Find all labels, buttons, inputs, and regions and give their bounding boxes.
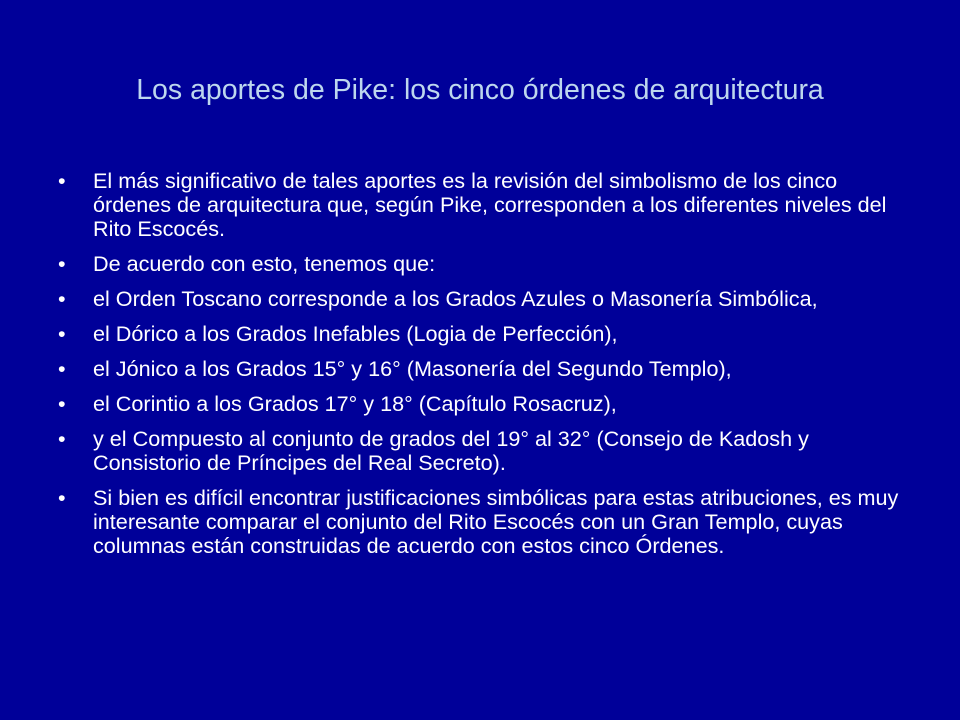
bullet-item: [58, 427, 908, 475]
bullet-text: el Corintio a los Grados 17° y 18° (Capítulo Rosacruz),: [93, 391, 617, 416]
bullet-item: [58, 486, 908, 558]
bullet-text: el Jónico a los Grados 15° y 16° (Masonería del Segundo Templo),: [93, 356, 732, 381]
bullet-marker: •: [58, 426, 66, 451]
bullet-item: [58, 392, 908, 416]
slide-title: Los aportes de Pike: los cinco órdenes de arquitectura: [136, 74, 824, 106]
bullet-list: [58, 169, 908, 569]
bullet-text: De acuerdo con esto, tenemos que:: [93, 251, 436, 276]
bullet-marker: •: [58, 356, 66, 381]
bullet-marker: •: [58, 485, 66, 510]
bullet-marker: •: [58, 321, 66, 346]
bullet-marker: •: [58, 168, 66, 193]
bullet-text: Si bien es difícil encontrar justificaciones simbólicas para estas atribuciones, es muy interesante comparar el conjunto del Rito Escocés con un Gran Templo, cuyas columnas están construidas de acuerdo con estos cinco Órdenes.: [93, 485, 899, 558]
bullet-text: el Orden Toscano corresponde a los Grados Azules o Masonería Simbólica,: [93, 286, 818, 311]
bullet-item: [58, 169, 908, 241]
bullet-marker: •: [58, 391, 66, 416]
bullet-item: [58, 357, 908, 381]
bullet-item: [58, 287, 908, 311]
bullet-text: el Dórico a los Grados Inefables (Logia de Perfección),: [93, 321, 618, 346]
bullet-item: [58, 322, 908, 346]
bullet-text: El más significativo de tales aportes es la revisión del simbolismo de los cinco órdenes de arquitectura que, según Pike, corresponden a los diferentes niveles del Rito Escocés.: [93, 168, 887, 241]
bullet-item: [58, 252, 908, 276]
bullet-marker: •: [58, 286, 66, 311]
bullet-text: y el Compuesto al conjunto de grados del 19° al 32° (Consejo de Kadosh y Consistorio de Príncipes del Real Secreto).: [93, 426, 809, 475]
bullet-marker: •: [58, 251, 66, 276]
